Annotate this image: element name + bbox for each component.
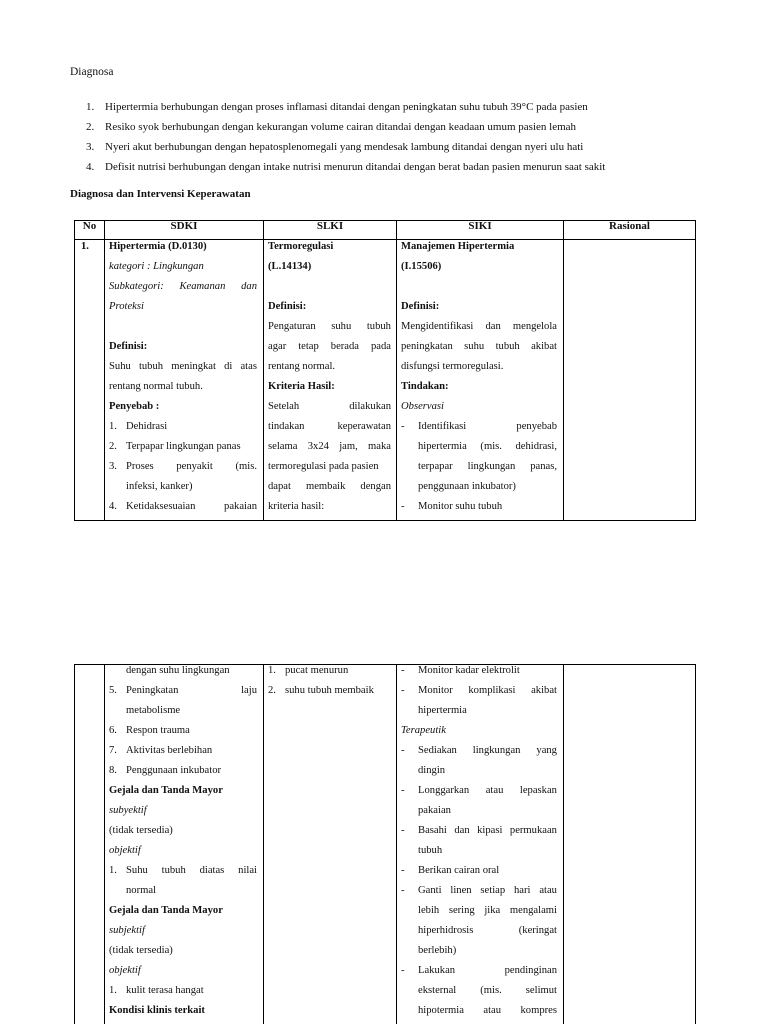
diagnosa-title: Diagnosa [70, 66, 114, 78]
table-col-divider [695, 220, 696, 521]
list-item: - Ganti linen setiap hari atau [401, 885, 557, 896]
header-rasional: Rasional [609, 220, 650, 232]
sdki-cell: Hipertermia (D.0130) kategori : Lingkungan Subkategori: Keamanan dan Proteksi Definisi: Suhu tubuh meningkat di atas rentang normal tubuh. Penyebab : 1. Dehidrasi 2. Terpapar lingkungan panas 3. Proses penyakit (mis. infeksi, kanker) 4. Ketidaksesuaian pakaian [109, 237, 257, 517]
list-item: 1. kulit terasa hangat [109, 985, 204, 996]
list-item: - Basahi dan kipasi permukaan [401, 825, 557, 836]
list-item: 4. Ketidaksesuaian pakaian [109, 501, 257, 512]
list-item: - Monitor suhu tubuh [401, 501, 503, 512]
table-col-divider [563, 220, 564, 521]
slki-cell-continued [268, 661, 391, 701]
list-item: 1. Suhu tubuh diatas nilai [109, 865, 257, 876]
table-col-divider [263, 220, 264, 521]
siki-title: Manajemen Hipertermia [401, 241, 515, 252]
list-item: 1. Hipertermia berhubungan dengan proses inflamasi ditandai dengan peningkatan suhu tubuh 39°C pada pasien [86, 101, 588, 113]
list-item: 1. Dehidrasi [109, 421, 168, 432]
diagnosa-list [70, 97, 605, 177]
slki-cell: Termoregulasi (L.14134) Definisi: Pengaturan suhu tubuh agar tetap berada pada rentang normal. Kriteria Hasil: Setelah dilakukan tindakan keperawatan selama 3x24 jam, maka termoregulasi pada pasien dapat membaik dengan kriteria hasil: [268, 237, 391, 517]
header-sdki: SDKI [170, 220, 198, 232]
list-item: 3. Nyeri akut berhubungan dengan hepatosplenomegali yang mendesak lambung ditandai dengan nyeri ulu hati [86, 141, 584, 153]
row-number: 1. [81, 241, 89, 252]
list-item: - Berikan cairan oral [401, 865, 500, 876]
list-item: 6. Respon trauma [109, 725, 190, 736]
sdki-title: Hipertermia (D.0130) [109, 241, 207, 252]
header-siki: SIKI [468, 220, 492, 232]
table-col-divider [396, 220, 397, 521]
siki-cell-continued: - Monitor kadar elektrolit - Monitor komplikasi akibat hipertermia Terapeutik - Sediakan lingkungan yang dingin - Longgarkan atau lepaskan pakaian - Basahi dan kipasi permukaan tubuh - Berikan cairan oral - Ganti linen setiap hari atau lebih sering jika mengalami hiperhidrosis (keringat berlebih) - Lakukan pendinginan eksternal (mis. selimut hipotermia atau kompres [401, 661, 557, 1021]
list-item: 2. Terpapar lingkungan panas [109, 441, 241, 452]
list-item: 1. pucat menurun [268, 665, 349, 676]
list-item: - Monitor komplikasi akibat [401, 685, 557, 696]
list-item: 3. Proses penyakit (mis. [109, 461, 257, 472]
table-col-divider [74, 220, 75, 521]
table-col-divider [563, 664, 564, 1024]
list-item: 4. Defisit nutrisi berhubungan dengan intake nutrisi menurun ditandai dengan berat badan pasien menurun saat sakit [86, 161, 606, 173]
list-item: 8. Penggunaan inkubator [109, 765, 222, 776]
table-col-divider [104, 220, 105, 521]
list-item: 2. Resiko syok berhubungan dengan kekurangan volume cairan ditandai dengan keadaan umum pasien lemah [86, 121, 577, 133]
header-slki: SLKI [316, 220, 344, 232]
list-item: - Sediakan lingkungan yang [401, 745, 557, 756]
siki-cell: Manajemen Hipertermia (I.15506) Definisi: Mengidentifikasi dan mengelola peningkatan suhu tubuh akibat disfungsi termoregulasi. Tindakan: Observasi - Identifikasi penyebab hipertermia (mis. dehidrasi, terpapar lingkungan panas, penggunaan inkubator) - Monitor suhu tubuh [401, 237, 557, 517]
table-col-divider [74, 664, 75, 1024]
slki-title: Termoregulasi [268, 241, 334, 252]
list-item: - Identifikasi penyebab [401, 421, 557, 432]
table-col-divider [396, 664, 397, 1024]
list-item: - Lakukan pendinginan [401, 965, 557, 976]
table-col-divider [104, 664, 105, 1024]
list-item: - Monitor kadar elektrolit [401, 665, 520, 676]
table-border-bottom [74, 520, 696, 521]
sdki-cell-continued: dengan suhu lingkungan 5. Peningkatan laju metabolisme 6. Respon trauma 7. Aktivitas berlebihan 8. Penggunaan inkubator Gejala dan Tanda Mayor subyektif (tidak tersedia) objektif 1. Suhu tubuh diatas nilai normal Gejala dan Tanda Mayor subjektif (tidak tersedia) objektif 1. kulit terasa hangat Kondisi klinis terkait [109, 665, 257, 1016]
list-item: 2. suhu tubuh membaik [268, 685, 374, 696]
table-col-divider [263, 664, 264, 1024]
list-item: - Longgarkan atau lepaskan [401, 785, 557, 796]
header-no: No [82, 220, 97, 232]
list-item: 5. Peningkatan laju [109, 685, 257, 696]
list-item: 7. Aktivitas berlebihan [109, 745, 213, 756]
section-title: Diagnosa dan Intervensi Keperawatan [70, 188, 251, 200]
table-col-divider [695, 664, 696, 1024]
